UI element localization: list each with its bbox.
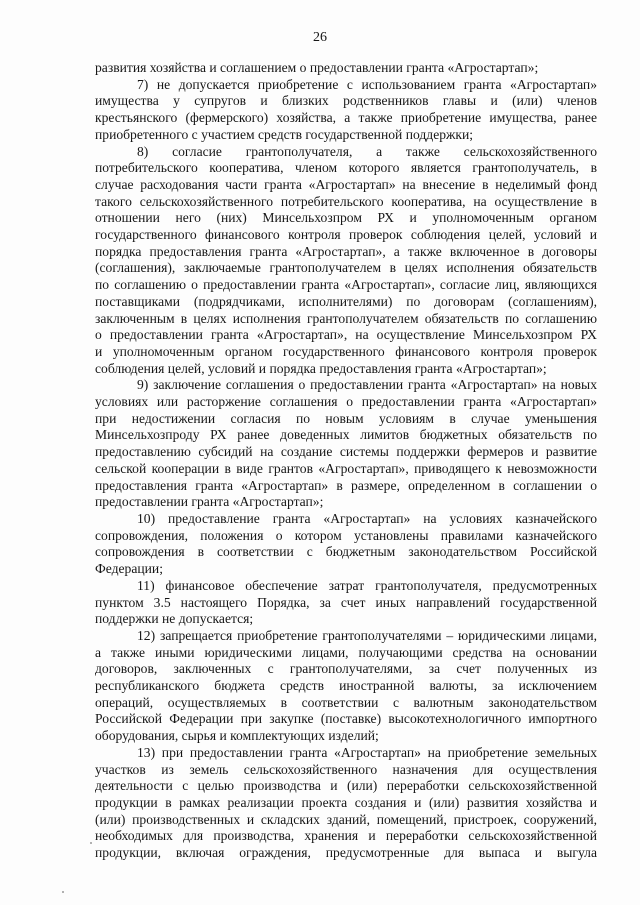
text-line: (или) производственных и складских зданий, помещений, пристроек, сооружений, <box>95 811 597 827</box>
text-line: 10) предоставление гранта «Агростартап» на условиях казначейского <box>137 510 597 526</box>
text-line: а также иными юридическими лицами, получающими средства на основании <box>95 644 597 660</box>
text-line: 12) запрещается приобретение грантополучателями – юридическими лицами, <box>137 627 597 643</box>
text-line: сельской кооперации в виде грантов «Агростартап», приводящего к невозможности <box>95 460 597 476</box>
paragraph-p13 <box>95 745 597 862</box>
text-line: и уполномоченным органом государственного финансового контроля проверок <box>95 343 597 359</box>
text-line: такого сельскохозяйственного потребительского кооператива, на осуществление в <box>95 193 597 209</box>
text-line: 7) не допускается приобретение с использованием гранта «Агростартап» <box>137 76 597 92</box>
paragraph-p10 <box>95 511 597 578</box>
paragraph-p12 <box>95 628 597 745</box>
paragraph-p9 <box>95 377 597 511</box>
page-number: 26 <box>313 30 327 45</box>
text-line: заключенным в целях исполнения грантополучателем обязательств по соглашению <box>95 310 597 326</box>
text-line: Федерации; <box>95 561 163 577</box>
text-line: по соглашению о предоставлении гранта «Агростартап», согласие лиц, являющихся <box>95 277 597 293</box>
text-line: сопровождения, положения о котором установлены правилами казначейского <box>95 527 597 543</box>
text-line: о предоставлении гранта «Агростартап», на осуществление Минсельхозпром РХ <box>95 327 597 343</box>
text-line: государственного финансового контроля проверок соблюдения целей, условий и <box>95 227 597 243</box>
text-line: оборудования, сырья и комплектующих изделий; <box>95 728 379 744</box>
text-line: условиях или расторжение соглашения о предоставлении гранта «Агростартап» <box>95 394 597 410</box>
text-line: договоров, заключенных с грантополучателями, за счет полученных из <box>95 661 597 677</box>
scan-speck <box>62 891 64 893</box>
document-body <box>95 60 597 862</box>
paragraph-p6-end <box>95 60 597 77</box>
text-line: 11) финансовое обеспечение затрат грантополучателя, предусмотренных <box>137 577 597 593</box>
text-line: пунктом 3.5 настоящего Порядка, за счет иных направлений государственной <box>95 594 597 610</box>
text-line: порядка предоставления гранта «Агростартап», а также включенное в договоры <box>95 243 597 259</box>
scan-speck <box>90 842 92 844</box>
text-line: соблюдения целей, условий и порядка предоставления гранта «Агростартап»; <box>95 360 547 376</box>
text-line: потребительского кооператива, членом которого является грантополучатель, в <box>95 160 597 176</box>
text-line: развития хозяйства и соглашением о предоставлении гранта «Агростартап»; <box>95 60 539 75</box>
text-line: крестьянского (фермерского) хозяйства, а также приобретение имущества, ранее <box>95 110 597 126</box>
text-line: имущества у супругов и близких родственников главы и (или) членов <box>95 93 597 109</box>
text-line: продукции, включая ограждения, предусмотренные для выпаса и выгула <box>95 845 597 861</box>
paragraph-p7 <box>95 77 597 144</box>
text-line: республиканского бюджета средств иностранной валюты, за исключением <box>95 678 597 694</box>
text-line: (соглашения), заключаемые грантополучателем в целях исполнения обязательств <box>95 260 597 276</box>
text-line: сопровождения в соответствии с бюджетным законодательством Российской <box>95 544 597 560</box>
text-line: поддержки не допускается; <box>95 611 254 627</box>
text-line: операций, осуществляемых в соответствии с валютным законодательством <box>95 694 597 710</box>
text-line: предоставления гранта «Агростартап» в размере, определенном в соглашении о <box>95 477 597 493</box>
text-line: необходимых для производства, хранения и переработки сельскохозяйственной <box>95 828 597 844</box>
text-line: Российской Федерации при закупке (поставке) высокотехнологичного импортного <box>95 711 597 727</box>
text-line: деятельности с целью производства и (или) переработки сельскохозяйственной <box>95 778 597 794</box>
text-line: поставщиками (подрядчиками, исполнителями) по договорам (соглашениям), <box>95 293 597 309</box>
paragraph-p11 <box>95 578 597 628</box>
text-line: случае расходования части гранта «Агростартап» на внесение в неделимый фонд <box>95 176 597 192</box>
text-line: Минсельхозпроду РХ ранее доведенных лимитов бюджетных обязательств по <box>95 427 597 443</box>
text-line: участков из земель сельскохозяйственного назначения для осуществления <box>95 761 597 777</box>
text-line: 13) при предоставлении гранта «Агростартап» на приобретение земельных <box>137 744 597 760</box>
text-line: 8) согласие грантополучателя, а также сельскохозяйственного <box>137 143 597 159</box>
paragraph-p8 <box>95 144 597 378</box>
text-line: при недостижении согласия по новым условиям в случае уменьшения <box>95 410 597 426</box>
text-line: приобретенного с участием средств государственной поддержки; <box>95 126 474 142</box>
text-line: 9) заключение соглашения о предоставлении гранта «Агростартап» на новых <box>137 377 597 393</box>
text-line: предоставлению субсидий на создание системы поддержки фермеров и развитие <box>95 444 597 460</box>
text-line: отношении него (них) Минсельхозпром РХ и уполномоченным органом <box>95 210 597 226</box>
text-line: предоставлении гранта «Агростартап»; <box>95 494 324 510</box>
text-line: продукции в рамках реализации проекта создания и (или) развития хозяйства и <box>95 794 597 810</box>
